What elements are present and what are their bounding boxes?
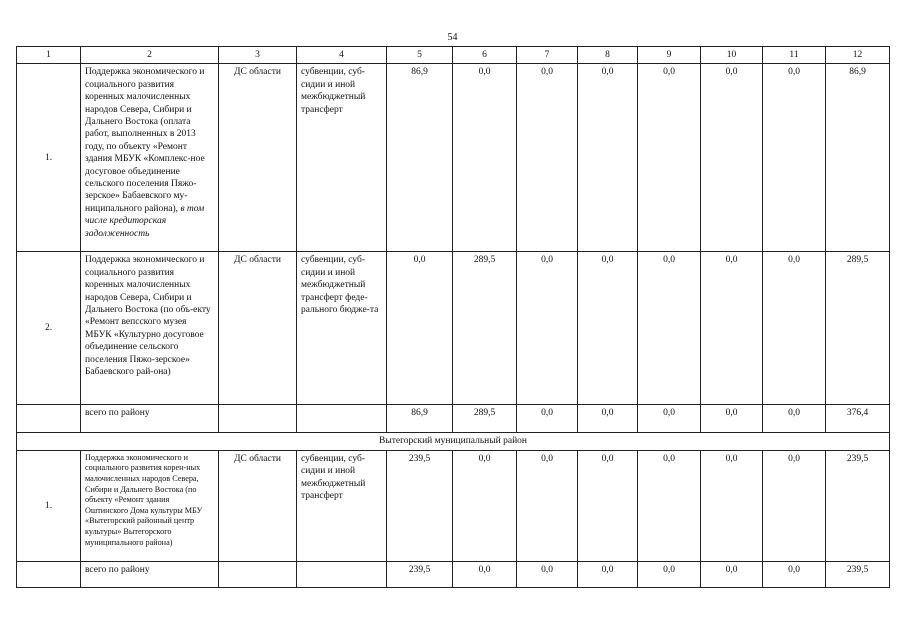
total-row: [17, 405, 890, 433]
total-value-cell: 0,0: [578, 561, 638, 587]
budget-table: [16, 46, 890, 588]
value-cell: 0,0: [763, 252, 826, 405]
table-row: [17, 252, 890, 405]
row-transfer: [297, 405, 387, 433]
total-value-cell: 0,0: [701, 561, 763, 587]
row-source: ДС области: [219, 64, 297, 252]
total-value-cell: 0,0: [638, 405, 701, 433]
total-value-cell: 0,0: [701, 405, 763, 433]
total-value-cell: 0,0: [453, 561, 517, 587]
column-header: 3: [219, 47, 297, 64]
row-transfer: субвенции, суб-сидии и иной межбюджетный трансферт: [297, 64, 387, 252]
column-header: 9: [638, 47, 701, 64]
value-cell: 0,0: [517, 64, 578, 252]
total-value-cell: 0,0: [517, 561, 578, 587]
total-value-cell: 86,9: [387, 405, 453, 433]
row-index: 1.: [17, 64, 81, 252]
value-cell: 0,0: [517, 252, 578, 405]
total-label: всего по району: [81, 405, 219, 433]
value-cell: 0,0: [578, 450, 638, 561]
total-value-cell: 239,5: [826, 561, 890, 587]
value-cell: 0,0: [701, 252, 763, 405]
row-transfer: субвенции, суб-сидии и иной межбюджетный трансферт феде-рального бюдже-та: [297, 252, 387, 405]
column-header: 2: [81, 47, 219, 64]
total-label: всего по району: [81, 561, 219, 587]
column-header: 1: [17, 47, 81, 64]
value-cell: 0,0: [387, 252, 453, 405]
row-source: [219, 405, 297, 433]
value-cell: 289,5: [826, 252, 890, 405]
row-description: Поддержка экономического и социального развития коренных малочисленных народов Севера, Сибири и Дальнего Востока (по объ-екту «Ремонт вепсского музея МБУК «Культурно досуговое объединение сельского поселения Пяжо-зерское» Бабаевского рай-она): [81, 252, 219, 405]
district-title: Вытегорский муниципальный район: [17, 433, 890, 450]
total-value-cell: 376,4: [826, 405, 890, 433]
value-cell: 239,5: [826, 450, 890, 561]
value-cell: 289,5: [453, 252, 517, 405]
value-cell: 86,9: [387, 64, 453, 252]
total-value-cell: 0,0: [763, 561, 826, 587]
column-header: 5: [387, 47, 453, 64]
page-number: 54: [447, 32, 458, 43]
value-cell: 0,0: [638, 64, 701, 252]
value-cell: 0,0: [517, 450, 578, 561]
total-value-cell: 239,5: [387, 561, 453, 587]
value-cell: 86,9: [826, 64, 890, 252]
row-source: ДС области: [219, 252, 297, 405]
column-header: 6: [453, 47, 517, 64]
total-value-cell: 0,0: [578, 405, 638, 433]
column-header: 12: [826, 47, 890, 64]
column-header: 4: [297, 47, 387, 64]
row-description: Поддержка экономического и социального развития корен-ных малочисленных народов Севера, Сибири и Дальнего Востока (по объекту «Ремонт здания Оштинского Дома культуры МБУ «Вытегорский районный центр культуры» Вытегорского муниципального района): [81, 450, 219, 561]
column-header: 8: [578, 47, 638, 64]
column-header: 10: [701, 47, 763, 64]
total-row: [17, 561, 890, 587]
value-cell: 0,0: [453, 64, 517, 252]
total-value-cell: 0,0: [517, 405, 578, 433]
row-index: [17, 405, 81, 433]
value-cell: 0,0: [701, 450, 763, 561]
column-header-row: [17, 47, 890, 64]
value-cell: 239,5: [387, 450, 453, 561]
table-row: [17, 64, 890, 252]
row-transfer: [297, 561, 387, 587]
row-index: [17, 561, 81, 587]
value-cell: 0,0: [578, 252, 638, 405]
value-cell: 0,0: [578, 64, 638, 252]
value-cell: 0,0: [453, 450, 517, 561]
table-row: [17, 450, 890, 561]
value-cell: 0,0: [638, 252, 701, 405]
row-description: [81, 64, 219, 252]
description-text: Поддержка экономического и социального развития коренных малочисленных народов Севера, Сибири и Дальнего Востока (оплата работ, выполненных в 2013 году, по объекту «Ремонт здания МБУК «Комплекс-ное досуговое объединение сельского поселения Пяжо-зерское» Бабаевского му-ниципального района),: [85, 67, 205, 214]
total-value-cell: 0,0: [638, 561, 701, 587]
description-italic-text: в том числе кредиторская задолженность: [85, 203, 205, 239]
row-source: [219, 561, 297, 587]
total-value-cell: 289,5: [453, 405, 517, 433]
value-cell: 0,0: [638, 450, 701, 561]
row-index: 2.: [17, 252, 81, 405]
value-cell: 0,0: [701, 64, 763, 252]
value-cell: 0,0: [763, 450, 826, 561]
column-header: 11: [763, 47, 826, 64]
district-row: [17, 433, 890, 450]
row-source: ДС области: [219, 450, 297, 561]
row-transfer: субвенции, суб-сидии и иной межбюджетный трансферт: [297, 450, 387, 561]
row-index: 1.: [17, 450, 81, 561]
total-value-cell: 0,0: [763, 405, 826, 433]
column-header: 7: [517, 47, 578, 64]
value-cell: 0,0: [763, 64, 826, 252]
